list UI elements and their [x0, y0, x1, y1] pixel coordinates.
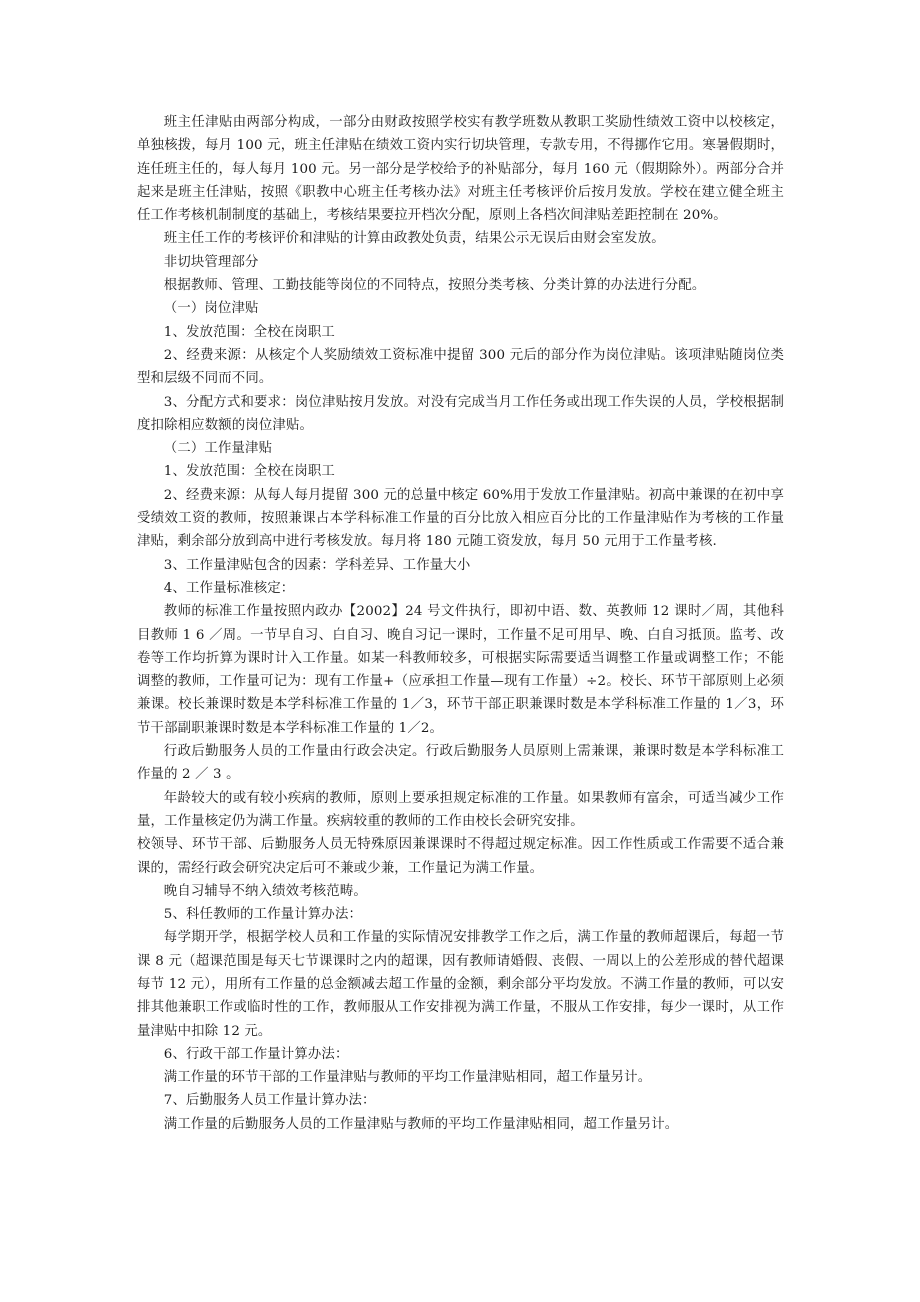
subheading-post-allowance: （一）岗位津贴	[163, 301, 259, 317]
paragraph-17: 校领导、环节干部、后勤服务人员无特殊原因兼课课时不得超过规定标准。因工作性质或工作需要不适合兼课的，需经行政会研究决定后可不兼或少兼，工作量记为满工作量。	[137, 837, 784, 876]
paragraph-21: 6、行政干部工作量计算办法：	[163, 1046, 349, 1062]
paragraph-22: 满工作量的环节干部的工作量津贴与教师的平均工作量津贴相同，超工作量另计。	[163, 1070, 652, 1086]
paragraph-2: 班主任工作的考核评价和津贴的计算由政教处负责，结果公示无误后由财会室发放。	[163, 231, 665, 247]
paragraph-13: 4、工作量标准核定：	[163, 580, 295, 596]
paragraph-6: 1、发放范围：全校在岗职工	[163, 324, 335, 340]
paragraph-10: 1、发放范围：全校在岗职工	[163, 464, 335, 480]
paragraph-23: 7、后勤服务人员工作量计算办法：	[163, 1093, 376, 1109]
paragraph-1: 班主任津贴由两部分构成，一部分由财政按照学校实有教学班数从教职工奖励性绩效工资中以校核定，单独核拨，每月 100 元，班主任津贴在绩效工资内实行切块管理，专款专用，不得挪作它用。寒暑假期时，连任班主任的，每人每月 100 元。另一部分是学校给予的补贴部分，每月 160 元（假期除外）。两部分合并起来是班主任津贴，按照《职教中心班主任考核办法》对班主任考核评价后按月发放。学校在建立健全班主任工作考核机制制度的基础上，考核结果要拉开档次分配，原则上各档次间津贴差距控制在 20%。	[137, 115, 784, 224]
paragraph-8: 3、分配方式和要求：岗位津贴按月发放。对没有完成当月工作任务或出现工作失误的人员，学校根据制度扣除相应数额的岗位津贴。	[137, 394, 784, 433]
section-heading-non-block: 非切块管理部分	[163, 254, 259, 270]
paragraph-24: 满工作量的后勤服务人员的工作量津贴与教师的平均工作量津贴相同，超工作量另计。	[163, 1116, 679, 1132]
paragraph-20: 每学期开学，根据学校人员和工作量的实际情况安排教学工作之后，满工作量的教师超课后，每超一节课 8 元（超课范围是每天七节课课时之内的超课，因有教师请婚假、丧假、一周以上的公差形成的替代超课每节 12 元），用所有工作量的总金额减去超工作量的金额，剩余部分平均发放。不满工作量的教师，可以安排其他兼职工作或临时性的工作，教师服从工作安排视为满工作量，不服从工作安排，每少一课时，从工作量津贴中扣除 12 元。	[137, 930, 784, 1039]
paragraph-19: 5、科任教师的工作量计算办法：	[163, 907, 363, 923]
paragraph-15: 行政后勤服务人员的工作量由行政会决定。行政后勤服务人员原则上需兼课，兼课时数是本学科标准工作量的 2 ／ 3 。	[137, 744, 784, 783]
paragraph-12: 3、工作量津贴包含的因素：学科差异、工作量大小	[163, 557, 471, 573]
paragraph-14: 教师的标准工作量按照内政办【2002】24 号文件执行，即初中语、数、英教师 12 课时／周，其他科目教师 1 6 ／周。一节早自习、白自习、晚自习记一课时，工作量不足可用早、晚、白自习抵顶。监考、改卷等工作均折算为课时计入工作量。如某一科教师较多，可根据实际需要适当调整工作量或调整工作；不能调整的教师，工作量可记为：现有工作量+（应承担工作量—现有工作量）÷2。校长、环节干部原则上必须兼课。校长兼课时数是本学科标准工作量的 1／3，环节干部正职兼课时数是本学科标准工作量的 1／3，环节干部副职兼课时数是本学科标准工作量的 1／2。	[137, 604, 784, 736]
paragraph-16: 年龄较大的或有较小疾病的教师，原则上要承担规定标准的工作量。如果教师有富余，可适当减少工作量，工作量核定仍为满工作量。疾病较重的教师的工作由校长会研究安排。	[137, 790, 784, 829]
paragraph-7: 2、经费来源：从核定个人奖励绩效工资标准中提留 300 元后的部分作为岗位津贴。该项津贴随岗位类型和层级不同而不同。	[137, 347, 784, 387]
paragraph-4: 根据教师、管理、工勤技能等岗位的不同特点，按照分类考核、分类计算的办法进行分配。	[163, 278, 706, 294]
paragraph-18: 晚自习辅导不纳入绩效考核范畴。	[163, 883, 367, 899]
document-body	[137, 111, 784, 1136]
subheading-workload-allowance: （二）工作量津贴	[163, 441, 273, 457]
paragraph-11: 2、经费来源：从每人每月提留 300 元的总量中核定 60%用于发放工作量津贴。初高中兼课的在初中享受绩效工资的教师，按照兼课占本学科标准工作量的百分比放入相应百分比的工作量津贴作为考核的工作量津贴，剩余部分放到高中进行考核发放。每月将 180 元随工资发放，每月 50 元用于工作量考核.	[137, 487, 784, 550]
